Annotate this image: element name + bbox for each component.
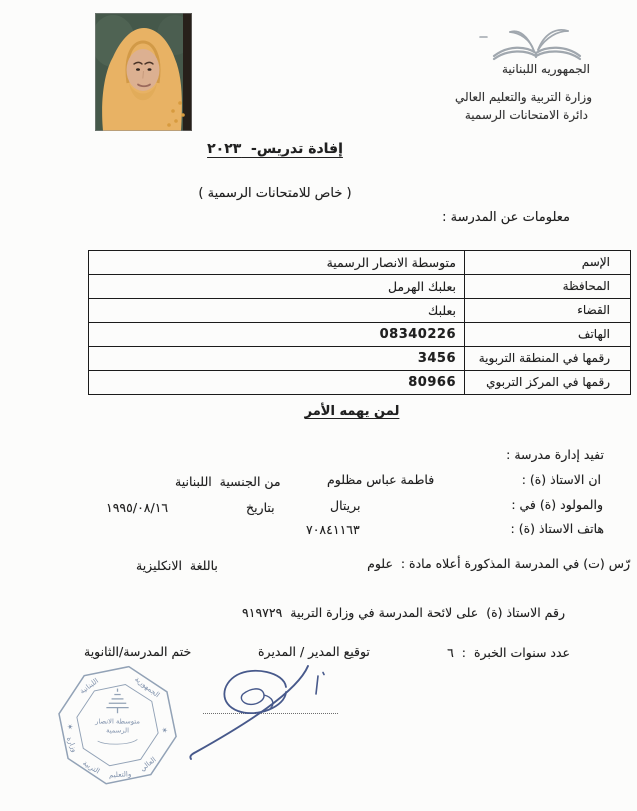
row-value: 08340226	[379, 327, 456, 342]
stamp-ring-word: اللبنانية	[77, 676, 101, 696]
table-row	[89, 274, 630, 298]
row-value: 3456	[417, 351, 456, 366]
school-stamp	[40, 652, 230, 811]
salutation: لمن يهمه الأمر	[304, 404, 400, 419]
row-value: بعلبك	[428, 303, 456, 318]
org-line-department: دائرة الامتحانات الرسمية	[464, 108, 588, 122]
row-value: متوسطة الانصار الرسمية	[326, 255, 456, 270]
row-label: الإسم	[464, 251, 630, 274]
stamp-label: ختم المدرسة/الثانوية	[84, 644, 192, 659]
document-title: إفادة تدريس- ٢٠٢٣	[207, 141, 343, 157]
table-row	[89, 370, 630, 394]
document-subtitle: ( خاص للامتحانات الرسمية )	[198, 186, 352, 201]
right-eye	[148, 68, 152, 71]
teacher-label: ان الاستاذ (ة) :	[521, 472, 601, 487]
experience-line: عدد سنوات الخبرة : ٦	[447, 645, 570, 660]
stamp-star-right: ✶	[159, 726, 170, 734]
stamp-center-line1: متوسطة الانصار	[95, 717, 140, 726]
row-label: المحافظة	[464, 275, 630, 298]
language-line: باللغة الانكليزية	[136, 558, 218, 573]
table-row	[89, 298, 630, 322]
row-value: 80966	[408, 375, 456, 390]
signature-label: توقيع المدير / المديرة	[258, 644, 370, 659]
face	[127, 49, 160, 91]
stamp-ring-word: وزارة	[64, 735, 80, 754]
stamp-center-line2: الرسمية	[106, 726, 129, 735]
org-line-ministry: وزارة التربية والتعليم العالي	[455, 90, 592, 104]
stamp-ring-word: العالي	[137, 754, 158, 773]
stamp-ring-word: والتعليم	[108, 769, 132, 780]
row-label: رقمها في المركز التربوي	[464, 371, 630, 394]
school-info-table	[88, 250, 631, 395]
stamp-ring-word: التربية	[81, 758, 102, 776]
row-label: القضاء	[464, 299, 630, 322]
school-info-heading: معلومات عن المدرسة :	[442, 210, 570, 225]
left-eye	[136, 68, 140, 71]
teacher-phone: ٧٠٨٤١١٦٣	[306, 522, 360, 537]
org-line-republic: الجمهوريه اللبنانية	[501, 62, 590, 76]
row-label: رقمها في المنطقة التربوية	[464, 347, 630, 370]
stamp-underline-squiggle	[98, 739, 138, 744]
stamp-star-left: ✶	[65, 723, 76, 731]
taught-line: رّس (ت) في المدرسة المذكورة أعلاه مادة : علوم	[367, 556, 630, 571]
table-row	[89, 322, 630, 346]
nationality: من الجنسية اللبنانية	[175, 474, 281, 489]
birth-label: والمولود (ة) في :	[511, 497, 603, 512]
registry-line: رقم الاستاذ (ة) على لائحة المدرسة في وزارة التربية ٩١٩٧٢٩	[242, 605, 565, 620]
birthdate: ١٩٩٥/٠٨/١٦	[106, 500, 169, 515]
nose	[143, 71, 144, 79]
phone-label: هاتف الاستاذ (ة) :	[510, 521, 604, 536]
birthplace: بريتال	[330, 498, 361, 513]
teacher-photo	[95, 13, 192, 131]
row-value: بعلبك الهرمل	[387, 279, 456, 294]
photo-dark-edge	[183, 13, 192, 131]
table-row	[89, 346, 630, 370]
date-word: بتاريخ	[246, 500, 275, 515]
certify-line: تفيد إدارة مدرسة :	[506, 447, 604, 462]
cedar-tree-icon	[106, 689, 128, 714]
row-label: الهاتف	[464, 323, 630, 346]
teacher-name: فاطمة عباس مظلوم	[327, 472, 435, 487]
table-row	[89, 251, 630, 274]
stamp-ring-word: الجمهورية	[133, 674, 162, 700]
